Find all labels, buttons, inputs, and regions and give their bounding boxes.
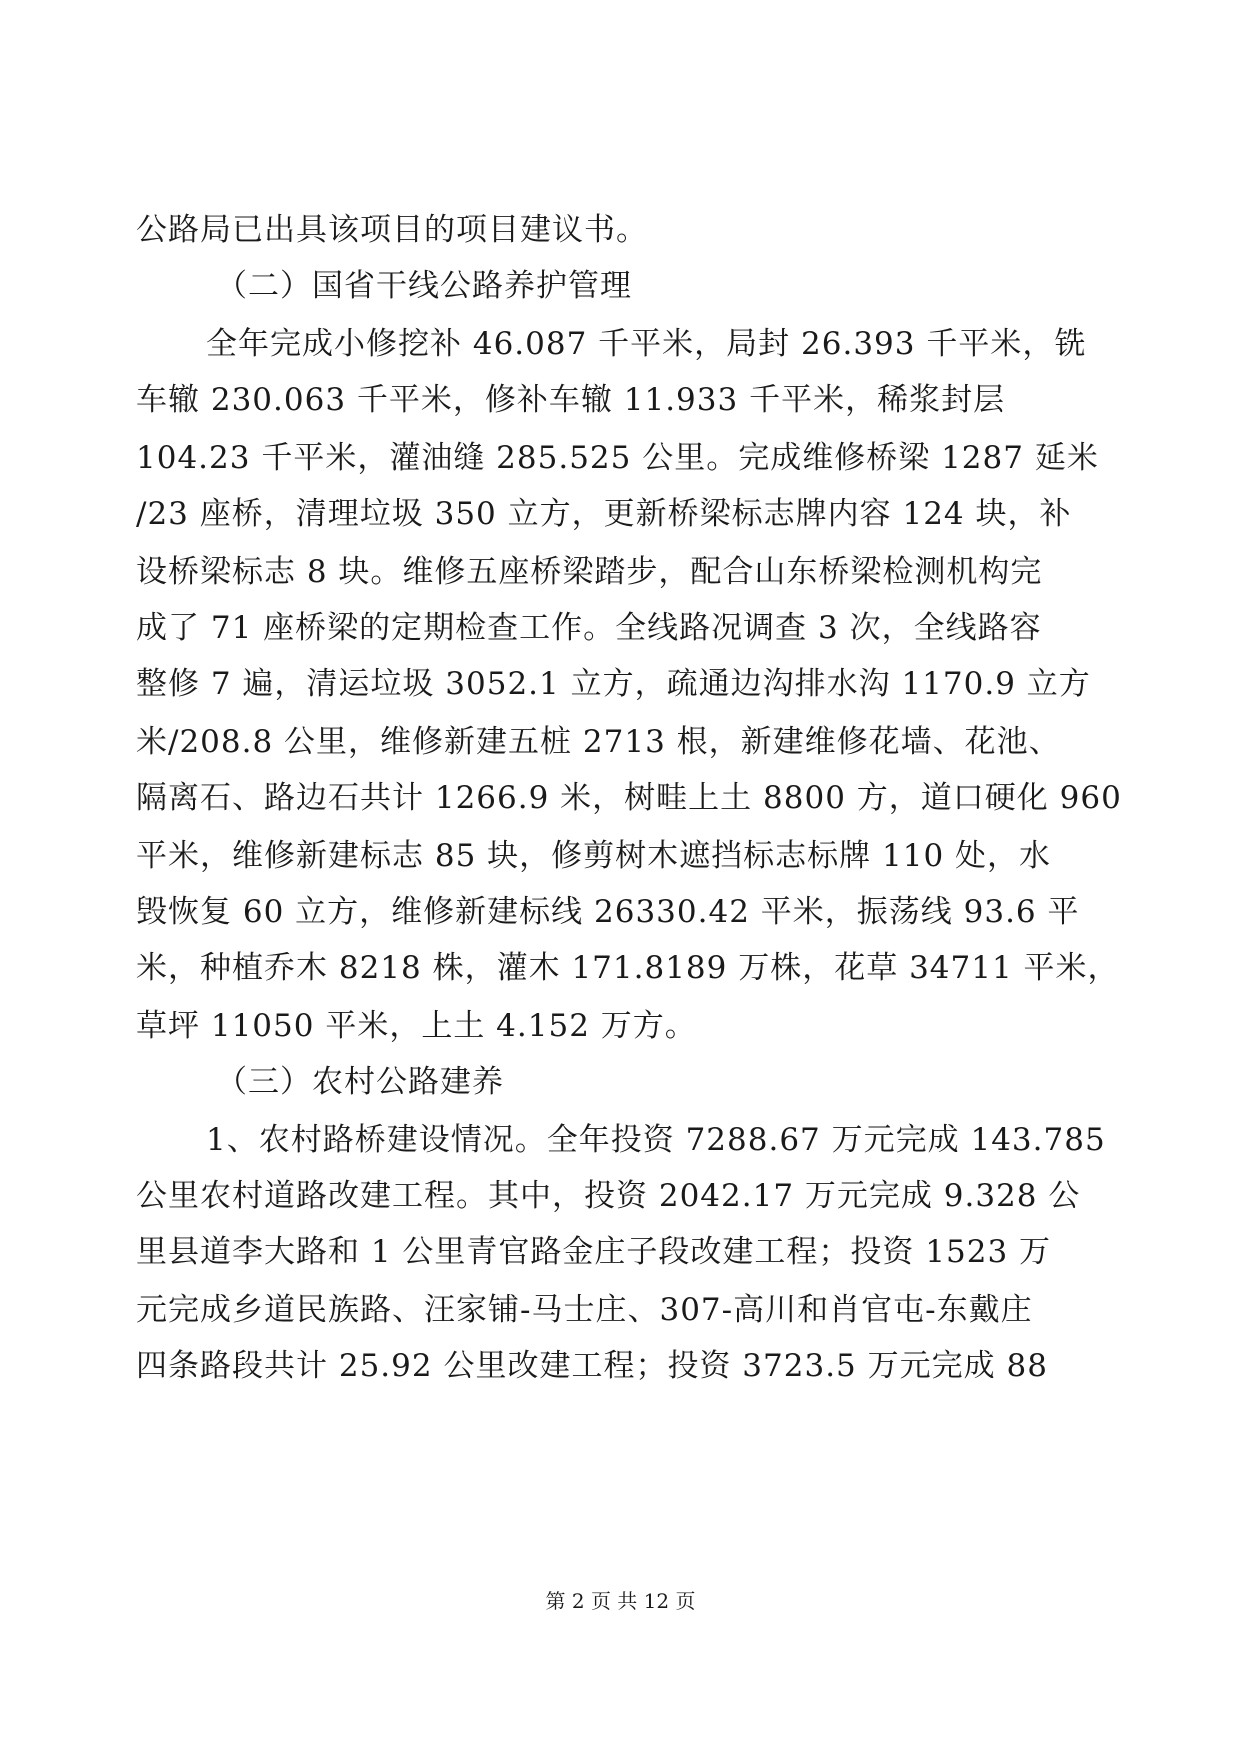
body-line: 整修 7 遍，清运垃圾 3052.1 立方，疏通边沟排水沟 1170.9 立方 xyxy=(136,666,1091,702)
body-line: 元完成乡道民族路、汪家铺-马士庄、307-高川和肖官屯-东戴庄 xyxy=(136,1292,1033,1328)
body-line: 四条路段共计 25.92 公里改建工程；投资 3723.5 万元完成 88 xyxy=(136,1348,1048,1384)
section-heading: （三）农村公路建养 xyxy=(216,1064,504,1100)
body-line: 设桥梁标志 8 块。维修五座桥梁踏步，配合山东桥梁检测机构完 xyxy=(136,554,1043,590)
page-number-footer: 第 2 页 共 12 页 xyxy=(545,1589,696,1613)
body-line: 公里农村道路改建工程。其中，投资 2042.17 万元完成 9.328 公 xyxy=(136,1178,1081,1214)
body-line: 车辙 230.063 千平米，修补车辙 11.933 千平米，稀浆封层 xyxy=(136,382,1006,418)
body-line: 全年完成小修挖补 46.087 千平米，局封 26.393 千平米，铣 xyxy=(206,326,1087,362)
body-line: 公路局已出具该项目的项目建议书。 xyxy=(136,212,648,248)
body-line: 草坪 11050 平米，上土 4.152 万方。 xyxy=(136,1008,697,1044)
body-line: 米/208.8 公里，维修新建五桩 2713 根，新建维修花墙、花池、 xyxy=(136,724,1061,760)
section-heading: （二）国省干线公路养护管理 xyxy=(216,268,632,304)
body-line: 米，种植乔木 8218 株，灌木 171.8189 万株，花草 34711 平米， xyxy=(136,950,1120,986)
body-line: 平米，维修新建标志 85 块，修剪树木遮挡标志标牌 110 处，水 xyxy=(136,838,1052,874)
body-line: 1、农村路桥建设情况。全年投资 7288.67 万元完成 143.785 xyxy=(206,1122,1106,1158)
body-line: 里县道李大路和 1 公里青官路金庄子段改建工程；投资 1523 万 xyxy=(136,1234,1052,1270)
body-line: 104.23 千平米，灌油缝 285.525 公里。完成维修桥梁 1287 延米 xyxy=(136,440,1099,476)
body-line: 成了 71 座桥梁的定期检查工作。全线路况调查 3 次，全线路容 xyxy=(136,610,1042,646)
body-line: 毁恢复 60 立方，维修新建标线 26330.42 平米，振荡线 93.6 平 xyxy=(136,894,1080,930)
body-line: /23 座桥，清理垃圾 350 立方，更新桥梁标志牌内容 124 块，补 xyxy=(136,496,1072,532)
body-line: 隔离石、路边石共计 1266.9 米，树畦上土 8800 方，道口硬化 960 xyxy=(136,780,1122,816)
